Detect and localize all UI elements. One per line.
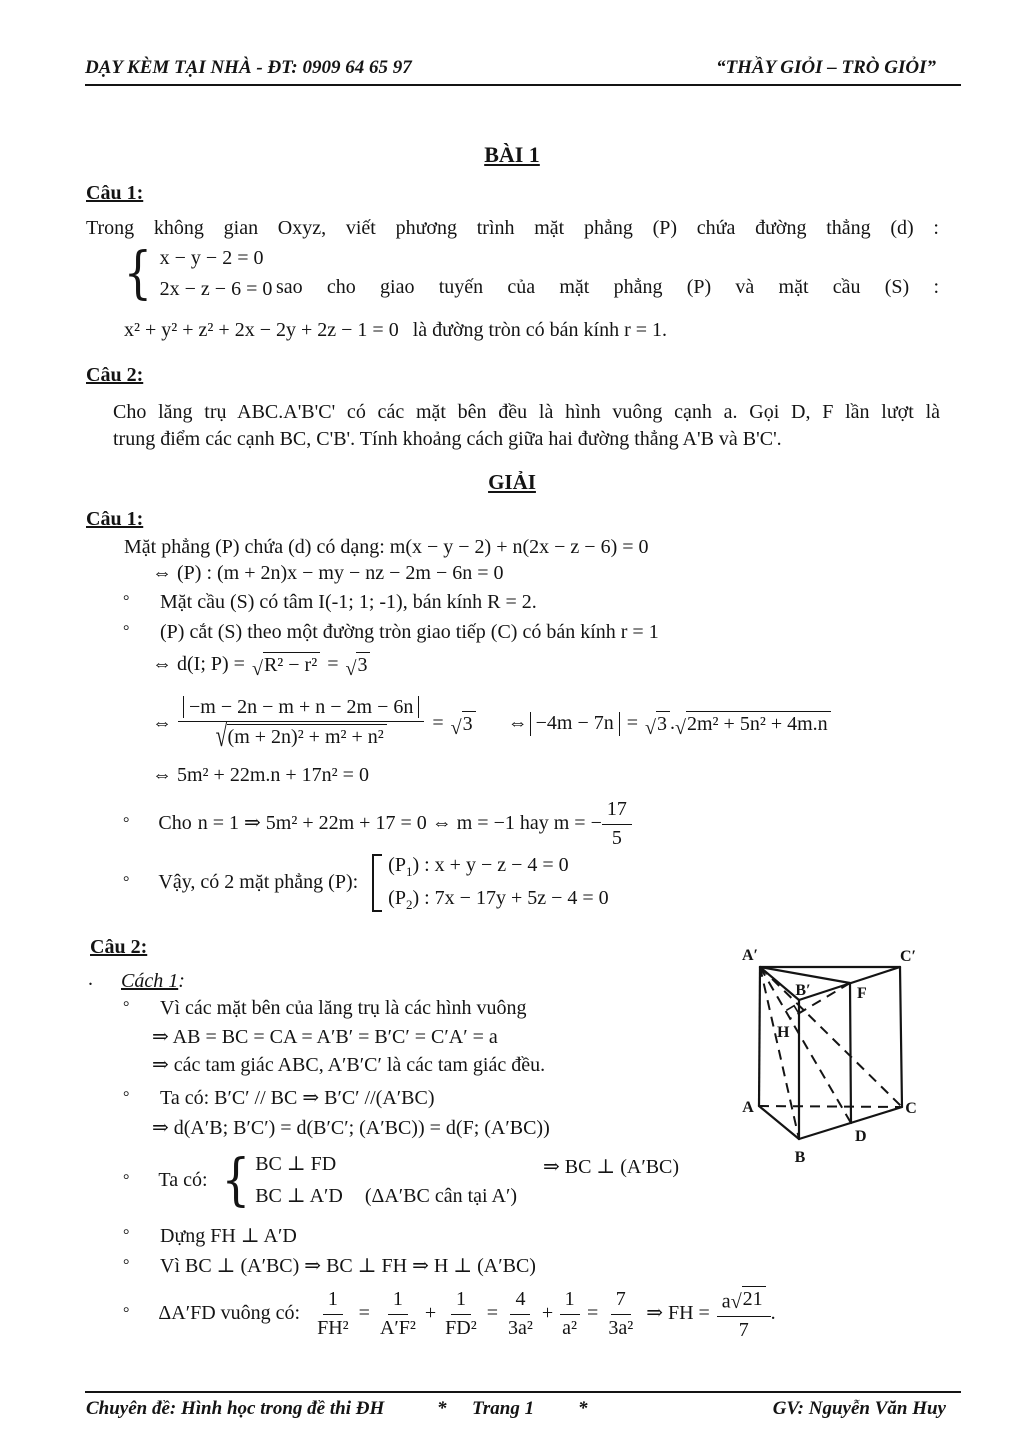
s1-line2: ⇔ (P) : (m + 2n)x − my − nz − 2m − 6n = 0	[152, 562, 504, 584]
header-right-text: “THẦY GIỎI – TRÒ GIỎI”	[716, 57, 936, 78]
fraction-4-3a2: $\frac{4}{\text{3a²}}$	[508, 1287, 533, 1339]
q1-intro: Trong không gian Oxyz, viết phương trình mặt phẳng (P) chứa đường thẳng (d) :	[86, 217, 939, 239]
s2-line5: Vì BC ⊥ (A′BC) ⇒ BC ⊥ FH ⇒ H ⊥ (A′BC)	[160, 1255, 536, 1277]
plane-p1-equation: $(P_1)$ : x + y − z − 4 = 0	[388, 854, 569, 880]
s2-line3: ° Ta có: { BC ⊥ FD BC ⊥ A′D (ΔA′BC cân tại A′) ⇒ BC ⊥ (A′BC)	[123, 1148, 680, 1213]
s2-label: Câu 2:	[90, 936, 148, 958]
q1-sphere-eq: x² + y² + z² + 2x − 2y + 2z − 1 = 0	[124, 319, 399, 341]
b3-row2: BC ⊥ A′D (ΔA′BC cân tại A′)	[255, 1185, 517, 1207]
vertex-label-A: A	[742, 1099, 754, 1116]
fraction-a-root21-7: a √ 21 7	[717, 1286, 771, 1343]
s2-line1: Vì các mặt bên của lăng trụ là các hình vuông	[160, 997, 527, 1019]
q1-sphere-line	[124, 319, 667, 343]
q2-body-line1: Cho lăng trụ ABC.A'B'C' có các mặt bên đều là hình vuông cạnh a. Gọi D, F lần lượt là	[113, 401, 940, 423]
bullet-marker: °	[123, 1171, 130, 1189]
footer-page-number: Trang 1	[472, 1398, 535, 1419]
solution-heading: GIẢI	[488, 470, 536, 494]
left-brace: {	[123, 241, 153, 306]
vertex-label-B: B	[794, 1149, 806, 1166]
bullet-marker: °	[123, 873, 130, 891]
q1-system-eq2: 2x − z − 6 = 0	[159, 277, 273, 300]
abs-4m-7n: −4m − 7n	[530, 712, 620, 736]
fraction-1-a2: $\frac{1}{\text{a²}}$	[557, 1288, 582, 1340]
s1-line8: ° Cho n = 1 ⇒ 5m² + 22m + 17 = 0 ⇔ m = −1 hay m = − $\frac{17}{5}$	[123, 797, 632, 851]
footer-star-right: *	[578, 1398, 588, 1419]
left-square-bracket	[372, 854, 382, 912]
s2-line2: Ta có: B′C′ // BC ⇒ B′C′ //(A′BC)	[160, 1087, 435, 1109]
bullet-marker: °	[123, 593, 130, 610]
b3-row1: BC ⊥ FD	[255, 1153, 337, 1176]
s2-line2a: ⇒ d(A′B; B′C′) = d(B′C′; (A′BC)) = d(F; (A′BC))	[152, 1117, 550, 1139]
q1-sphere-tail: là đường tròn có bán kính r = 1.	[412, 319, 668, 341]
bullet-marker: °	[123, 1227, 130, 1244]
s2-method-label: Cách 1:	[121, 970, 185, 992]
radical-denominator: √ (m + 2n)² + m² + n²	[216, 724, 387, 750]
fraction-17-5: $\frac{17}{5}$	[602, 798, 632, 850]
s1-line7: ⇔ 5m² + 22m.n + 17n² = 0	[152, 764, 369, 786]
b3-conclusion: ⇒ BC ⊥ (A′BC)	[542, 1156, 680, 1178]
vertex-label-D: D	[855, 1128, 867, 1145]
radical-2m2-5n2: √ 2m² + 5n² + 4m.n	[675, 711, 831, 737]
s1-line3: Mặt cầu (S) có tâm I(-1; 1; -1), bán kính R = 2.	[160, 591, 537, 613]
q1-system	[120, 241, 273, 306]
s1-line9: ° Vậy, có 2 mặt phẳng (P): $(P_1)$ : x + y − z − 4 = 0 $(P_2)$ : 7x − 17y + 5z − 4 = 0	[123, 854, 609, 912]
s2-line4: Dựng FH ⊥ A′D	[160, 1225, 297, 1247]
footer-rule	[85, 1391, 961, 1393]
q2-body-line2: trung điểm các cạnh BC, C'B'. Tính khoảng cách giữa hai đường thẳng A'B và B'C'.	[113, 428, 782, 450]
vertex-label-B-prime: B′	[795, 982, 811, 999]
s2-line6: ° ΔA′FD vuông có: $\frac{1}{\text{FH²}}$ = $\frac{1}{\text{A′F²}}$ + $\frac{1}{\text{FD²}}$ = $\frac{4}{\text{3a²}}$ + $\frac{1}{\text{a²}}$ = $\frac{7}{\text{3a²}}$ ⇒ FH = a √ 21 7 .	[123, 1287, 776, 1341]
vertex-label-A-prime: A′	[741, 947, 759, 964]
s2-line1b: ⇒ các tam giác ABC, A′B′C′ là các tam giác đều.	[152, 1054, 546, 1076]
fraction-7-3a2: $\frac{7}{\text{3a²}}$	[608, 1287, 634, 1339]
segment-Ap-B	[760, 967, 799, 1139]
s1-line4: (P) cắt (S) theo một đường tròn giao tiếp (C) có bán kính r = 1	[160, 621, 659, 643]
s1-line6: ⇔ −m − 2n − m + n − 2m − 6n √ (m + 2n)² + m² + n² = √ 3 ⇔ −4m − 7n = √ 3 . √ 2m² + 5n² + 4m.n	[152, 688, 831, 760]
edge-C-Cp	[900, 967, 902, 1107]
s1-line5: ⇔ d(I; P) = √ R² − r² = √ 3	[152, 649, 370, 681]
s1-label: Câu 1:	[86, 508, 144, 530]
left-brace: {	[221, 1148, 250, 1213]
vertex-label-C-prime: C′	[899, 948, 917, 965]
distance-fraction: −m − 2n − m + n − 2m − 6n √ (m + 2n)² + m² + n²	[178, 696, 424, 753]
edge-F-D	[850, 983, 851, 1123]
header-rule	[85, 84, 961, 86]
footer-left-text: Chuyên đề: Hình học trong đề thi ĐH	[86, 1398, 385, 1419]
right-angle-mark	[786, 1006, 798, 1014]
bullet-marker: °	[123, 1257, 130, 1274]
edge-A-C-hidden	[759, 1106, 902, 1107]
edge-A-B	[759, 1106, 799, 1139]
s1-line1: Mặt phẳng (P) chứa (d) có dạng: m(x − y − 2) + n(2x − z − 6) = 0	[124, 536, 649, 558]
fraction-1-FD2: $\frac{1}{\text{FD²}}$	[445, 1287, 477, 1339]
radical-R2-r2: √ R² − r²	[252, 652, 320, 678]
radical-3: √ 3	[645, 711, 670, 737]
edge-A-Ap	[759, 967, 760, 1106]
prism-figure	[715, 940, 925, 1168]
fraction-1-FH2: $\frac{1}{\text{FH²}}$	[317, 1287, 349, 1339]
bullet-marker: °	[123, 623, 130, 640]
bullet-marker: °	[123, 814, 130, 832]
page-title: BÀI 1	[484, 142, 540, 167]
bullet-marker: °	[123, 1304, 130, 1322]
bullet-marker: °	[123, 1089, 130, 1106]
q1-label: Câu 1:	[86, 182, 144, 204]
vertex-label-F: F	[857, 985, 867, 1002]
plane-p2-equation: $(P_2)$ : 7x − 17y + 5z − 4 = 0	[388, 886, 609, 912]
radical-3: √ 3	[346, 652, 371, 678]
bullet-marker: °	[123, 999, 130, 1016]
footer-right-text: GV: Nguyễn Văn Huy	[772, 1398, 946, 1419]
radical-3: √ 3	[451, 711, 476, 737]
method-dot: .	[88, 968, 93, 990]
s2-line1a: ⇒ AB = BC = CA = A′B′ = B′C′ = C′A′ = a	[152, 1026, 498, 1048]
fraction-1-AF2: $\frac{1}{\text{A′F²}}$	[379, 1287, 416, 1339]
q2-label: Câu 2:	[86, 364, 144, 386]
header-left-text: DẠY KÈM TẠI NHÀ - ĐT: 0909 64 65 97	[85, 57, 412, 78]
footer-star-left: *	[437, 1398, 447, 1419]
q1-after-text: sao cho giao tuyến của mặt phẳng (P) và mặt cầu (S) :	[276, 276, 939, 298]
vertex-label-H: H	[777, 1024, 790, 1041]
q1-system-eq1: x − y − 2 = 0	[159, 246, 264, 269]
vertex-label-C: C	[905, 1100, 917, 1117]
radical-21: √ 21	[731, 1286, 766, 1312]
